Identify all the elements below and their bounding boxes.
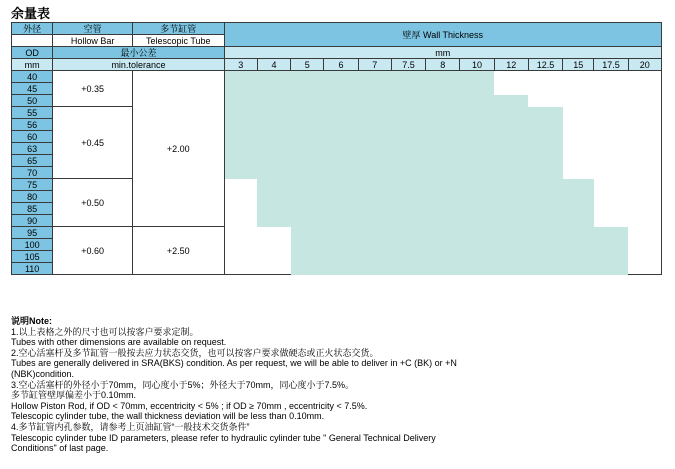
available-range-bar <box>225 107 563 119</box>
od-value-cell: 100 <box>12 239 53 251</box>
wall-thickness-7: 10 <box>460 59 494 71</box>
telescopic-tolerance-cell: +2.50 <box>132 227 224 275</box>
note-line: Telescopic cylinder tube, the wall thickness deviation will be less than 0.10mm. <box>11 411 325 422</box>
available-range-bar <box>257 191 593 203</box>
available-range-bar <box>225 167 563 179</box>
note-line: Tubes with other dimensions are available on request. <box>11 337 227 348</box>
wall-thickness-3: 6 <box>324 59 358 71</box>
available-range-bar <box>291 227 628 239</box>
od-value-cell: 70 <box>12 167 53 179</box>
wall-thickness-9: 12.5 <box>528 59 562 71</box>
min-tolerance-header-en: min.tolerance <box>53 59 224 71</box>
note-line: 多节缸管壁厚偏差小于0.10mm. <box>11 390 137 401</box>
note-line: Hollow Piston Rod, if OD < 70mm, eccentricity < 5% ; if OD ≥ 70mm , eccentricity < 7.5%. <box>11 400 368 411</box>
note-line: Tubes are generally delivered in SRA(BKS) condition. As per request, we will be able to deliver in +C (BK) or +N <box>11 358 457 369</box>
hollow-tolerance-cell: +0.35 <box>53 71 133 107</box>
allowance-table <box>11 22 662 310</box>
od-value-cell: 90 <box>12 215 53 227</box>
wall-thickness-10: 15 <box>563 59 594 71</box>
available-range-bar <box>225 143 563 155</box>
od-value-cell: 60 <box>12 131 53 143</box>
od-header-blank <box>12 35 53 47</box>
available-range-bar <box>291 251 628 263</box>
available-range-bar <box>225 131 563 143</box>
available-range-bar <box>225 155 563 167</box>
od-value-cell: 50 <box>12 95 53 107</box>
od-value-cell: 65 <box>12 155 53 167</box>
od-value-cell: 85 <box>12 203 53 215</box>
od-value-cell: 75 <box>12 179 53 191</box>
od-value-cell: 110 <box>12 263 53 275</box>
hollow-tolerance-cell: +0.45 <box>53 107 133 179</box>
notes-heading: 说明Note: <box>11 316 52 326</box>
od-value-cell: 105 <box>12 251 53 263</box>
note-line: 3.空心活塞杆的外径小于70mm，同心度小于5%；外径大于70mm，同心度小于7.5%。 <box>11 379 355 390</box>
note-line: 4.多节缸管内孔参数，请参考上页油缸管“一般技术交货条件” <box>11 421 250 432</box>
note-line: Telescopic cylinder tube ID parameters, please refer to hydraulic cylinder tube " General Technical Delivery <box>11 432 436 443</box>
hollow-bar-header-en: Hollow Bar <box>53 35 133 47</box>
wall-thickness-12: 20 <box>628 59 661 71</box>
od-value-cell: 40 <box>12 71 53 83</box>
available-range-bar <box>225 95 528 107</box>
od-value-cell: 95 <box>12 227 53 239</box>
od-value-cell: 80 <box>12 191 53 203</box>
hollow-tolerance-cell: +0.60 <box>53 227 133 275</box>
min-tolerance-header-cn: 最小公差 <box>53 47 224 59</box>
wall-thickness-1: 4 <box>257 59 290 71</box>
note-line: 2.空心活塞杆及多节缸管一般按去应力状态交货，也可以按客户要求做硬态或正火状态交货。 <box>11 347 379 358</box>
od-value-cell: 63 <box>12 143 53 155</box>
notes-section <box>11 316 661 454</box>
od-unit: mm <box>12 59 53 71</box>
wall-thickness-11: 17.5 <box>594 59 628 71</box>
wall-thickness-0: 3 <box>224 59 257 71</box>
available-range-bar <box>257 203 593 215</box>
wall-thickness-header: 壁厚 Wall Thickness <box>224 23 661 47</box>
od-header-cn: 外径 <box>12 23 53 35</box>
available-range-bar <box>225 119 563 131</box>
available-range-bar <box>291 263 628 275</box>
hollow-bar-header-cn: 空管 <box>53 23 133 35</box>
od-header-en: OD <box>12 47 53 59</box>
od-value-cell: 45 <box>12 83 53 95</box>
wall-thickness-unit: mm <box>224 47 661 59</box>
wall-thickness-2: 5 <box>291 59 324 71</box>
note-line: (NBK)condition. <box>11 368 75 379</box>
note-line: Conditions" of last page. <box>11 443 109 454</box>
wall-thickness-8: 12 <box>494 59 528 71</box>
wall-thickness-6: 8 <box>426 59 460 71</box>
wall-thickness-4: 7 <box>358 59 391 71</box>
hollow-tolerance-cell: +0.50 <box>53 179 133 227</box>
available-range-bar <box>257 179 593 191</box>
telescopic-tube-header-cn: 多节缸管 <box>132 23 224 35</box>
available-range-bar <box>257 215 593 227</box>
wall-thickness-5: 7.5 <box>391 59 425 71</box>
available-range-bar <box>291 239 628 251</box>
available-range-bar <box>225 71 494 83</box>
telescopic-tube-header-en: Telescopic Tube <box>132 35 224 47</box>
available-range-bar <box>225 83 494 95</box>
note-line: 1.以上表格之外的尺寸也可以按客户要求定制。 <box>11 326 199 337</box>
od-value-cell: 55 <box>12 107 53 119</box>
telescopic-tolerance-cell: +2.00 <box>132 71 224 227</box>
page-title: 余量表 <box>11 6 51 21</box>
od-value-cell: 56 <box>12 119 53 131</box>
